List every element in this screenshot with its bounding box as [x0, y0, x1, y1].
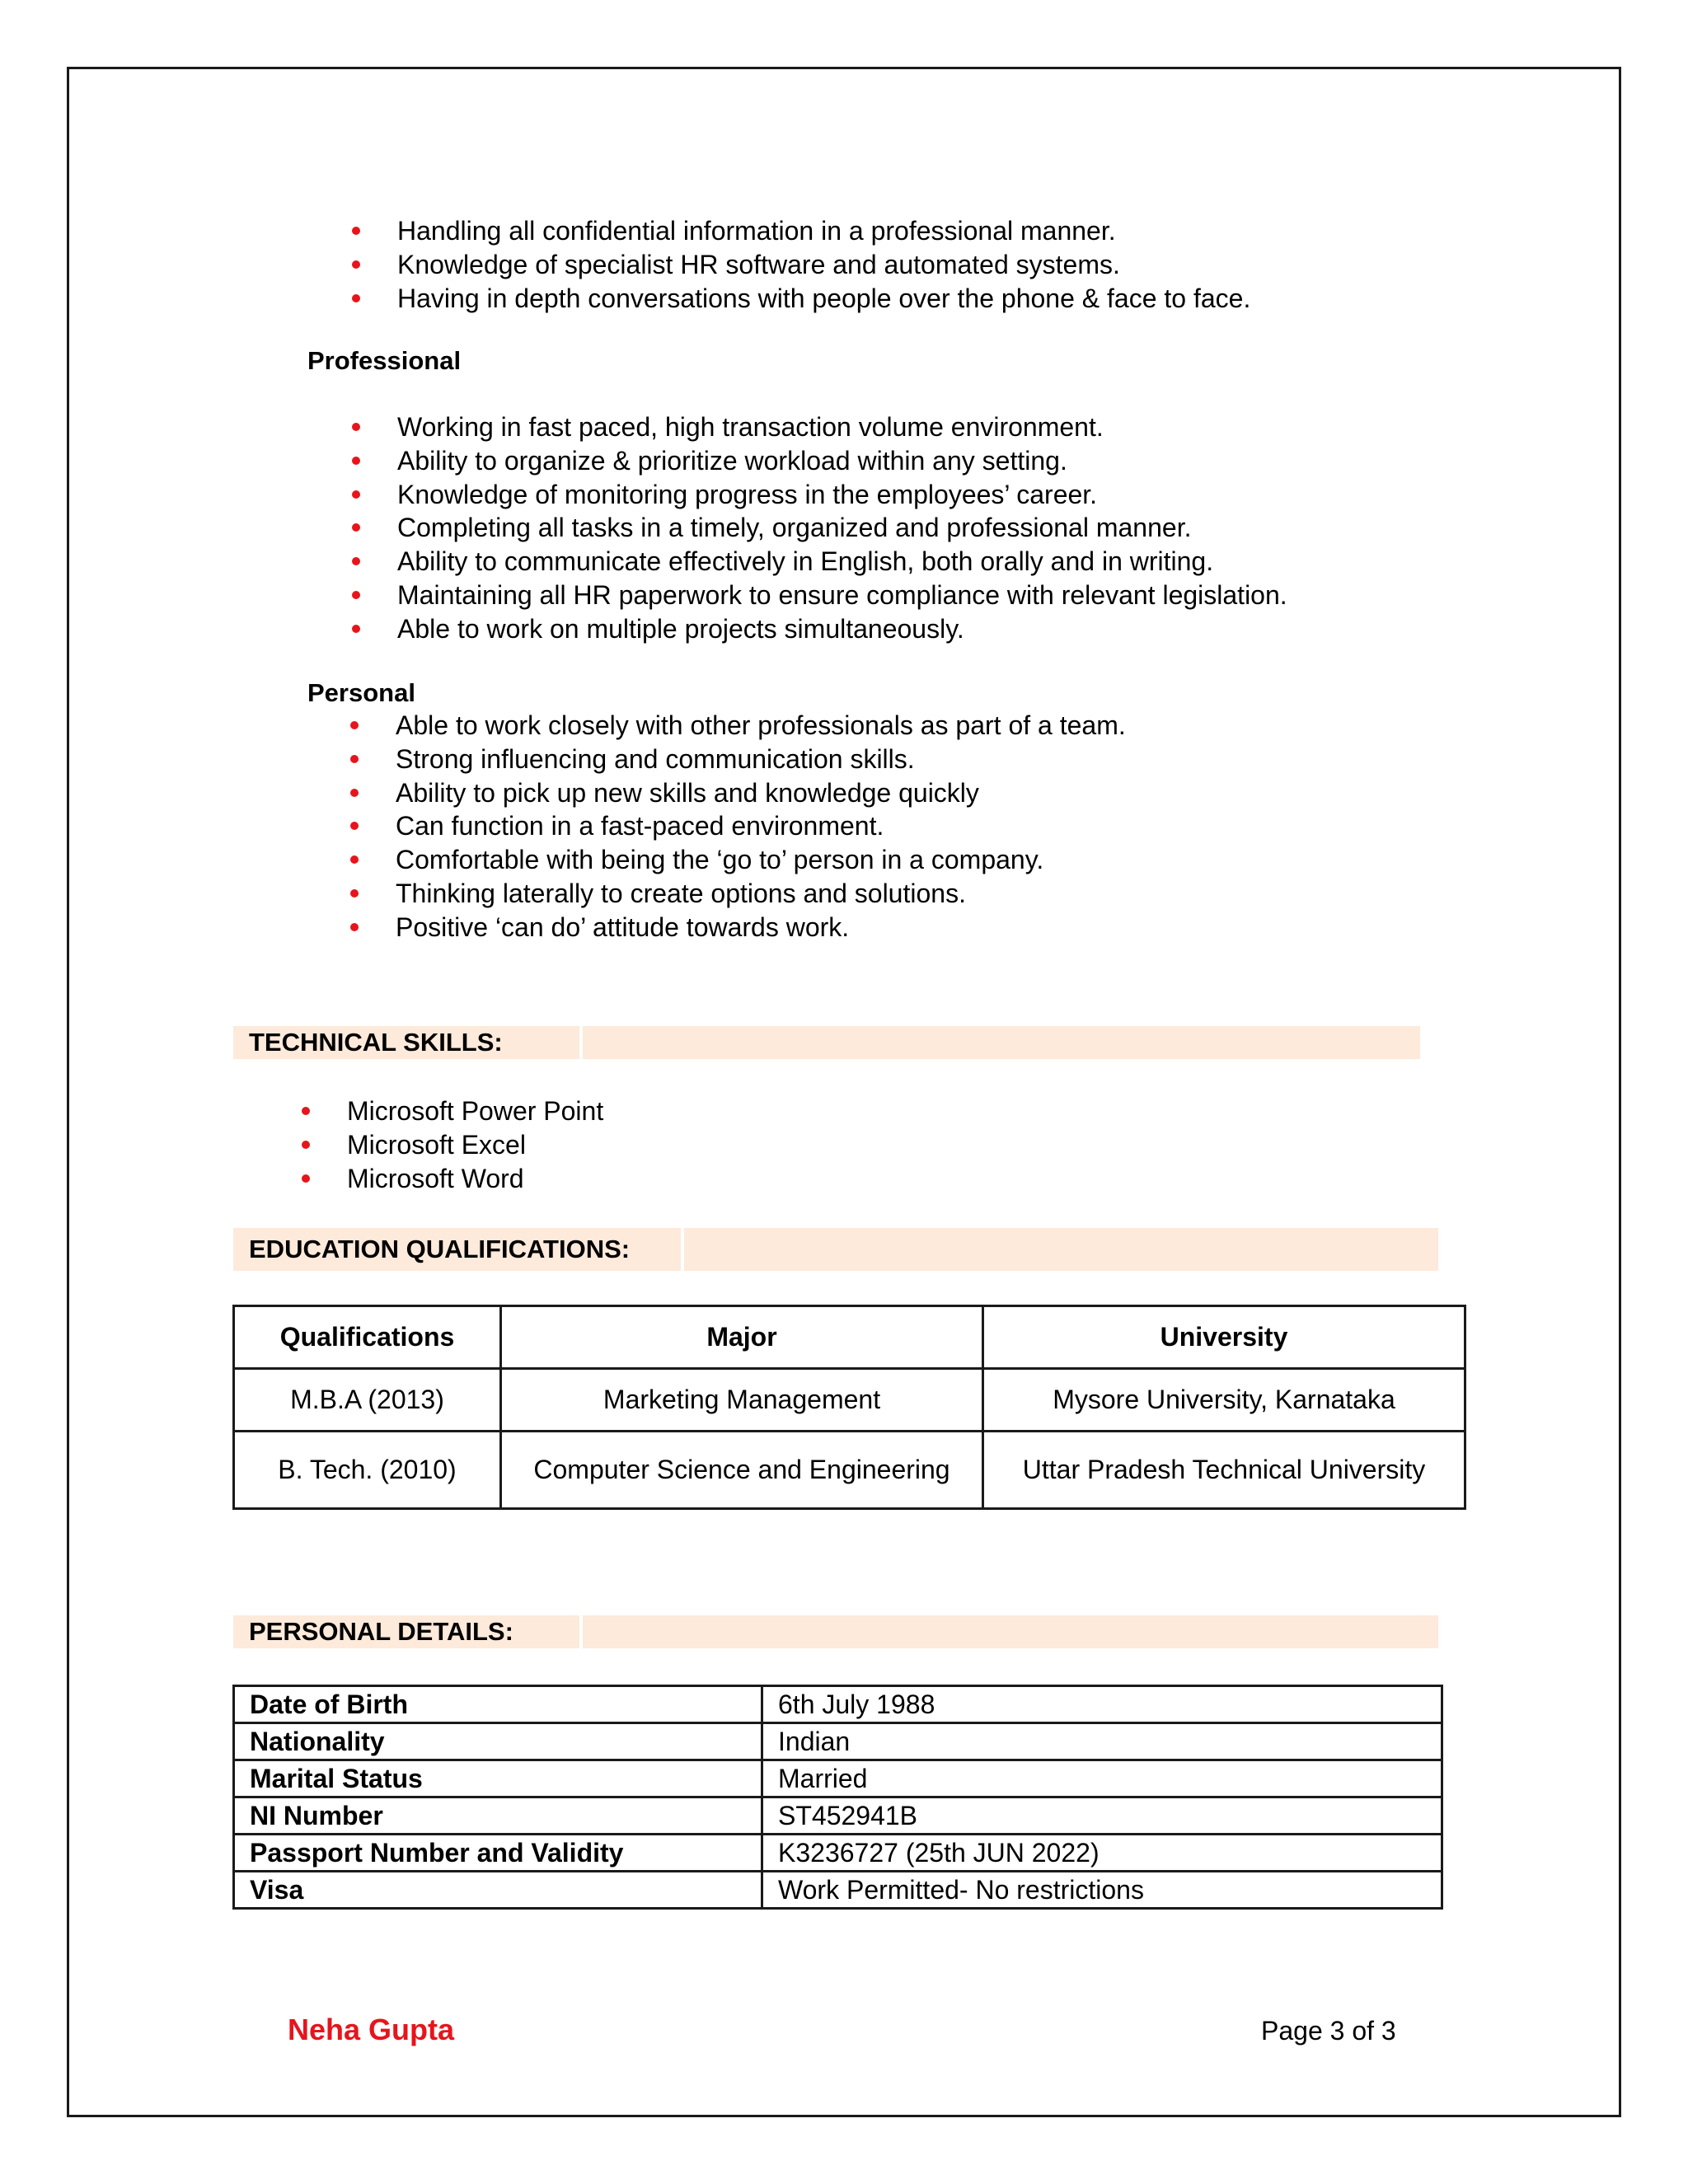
- education-table: [232, 1305, 1466, 1510]
- table-cell: Mysore University, Karnataka: [983, 1369, 1465, 1432]
- list-item: Ability to communicate effectively in English, both orally and in writing.: [397, 545, 1287, 579]
- detail-label: Nationality: [234, 1723, 762, 1760]
- detail-label: Passport Number and Validity: [234, 1835, 762, 1872]
- column-header: Major: [501, 1306, 983, 1369]
- personal-details-header: [233, 1615, 1438, 1648]
- list-item: Ability to organize & prioritize workload within any setting.: [397, 444, 1287, 478]
- list-item: Positive ‘can do’ attitude towards work.: [396, 911, 1126, 944]
- section-title: EDUCATION QUALIFICATIONS:: [249, 1235, 631, 1263]
- section-divider: [579, 1026, 583, 1059]
- section-divider: [579, 1615, 583, 1648]
- table-row: [234, 1686, 1442, 1723]
- section-divider: [681, 1228, 684, 1271]
- list-item: Microsoft Excel: [347, 1128, 603, 1162]
- table-cell: Uttar Pradesh Technical University: [983, 1432, 1465, 1509]
- list-item: Ability to pick up new skills and knowledge quickly: [396, 776, 1126, 810]
- list-item: Having in depth conversations with people over the phone & face to face.: [397, 282, 1250, 316]
- list-item: Able to work closely with other professionals as part of a team.: [396, 709, 1126, 743]
- education-header: [233, 1228, 1438, 1271]
- page-number: Page 3 of 3: [1261, 2016, 1396, 2046]
- table-row: [234, 1723, 1442, 1760]
- professional-list: [397, 410, 1287, 646]
- list-item: Knowledge of monitoring progress in the employees’ career.: [397, 478, 1287, 512]
- list-item: Working in fast paced, high transaction volume environment.: [397, 410, 1287, 444]
- list-item: Microsoft Word: [347, 1162, 603, 1196]
- technical-skills-header: [233, 1026, 1420, 1059]
- list-item: Can function in a fast-paced environment.: [396, 809, 1126, 843]
- list-item: Handling all confidential information in a professional manner.: [397, 214, 1250, 248]
- personal-list: [396, 709, 1126, 944]
- detail-label: Marital Status: [234, 1760, 762, 1797]
- list-item: Strong influencing and communication skills.: [396, 743, 1126, 776]
- personal-details-table: [232, 1685, 1443, 1910]
- list-item: Maintaining all HR paperwork to ensure compliance with relevant legislation.: [397, 579, 1287, 612]
- footer-author-name: Neha Gupta: [288, 2013, 455, 2046]
- column-header: University: [983, 1306, 1465, 1369]
- top-bullet-list: [397, 214, 1250, 315]
- professional-heading: Professional: [307, 346, 462, 375]
- list-item: Completing all tasks in a timely, organized and professional manner.: [397, 511, 1287, 545]
- column-header: Qualifications: [234, 1306, 501, 1369]
- detail-value: K3236727 (25th JUN 2022): [762, 1835, 1442, 1872]
- section-title: TECHNICAL SKILLS:: [249, 1028, 503, 1057]
- table-row: [234, 1835, 1442, 1872]
- list-item: Knowledge of specialist HR software and automated systems.: [397, 248, 1250, 282]
- table-row: [234, 1369, 1465, 1432]
- technical-skills-list: [347, 1094, 603, 1195]
- detail-value: Work Permitted- No restrictions: [762, 1872, 1442, 1909]
- table-cell: M.B.A (2013): [234, 1369, 501, 1432]
- table-row: [234, 1432, 1465, 1509]
- table-row: [234, 1872, 1442, 1909]
- detail-value: Indian: [762, 1723, 1442, 1760]
- detail-label: Visa: [234, 1872, 762, 1909]
- table-header-row: [234, 1306, 1465, 1369]
- table-row: [234, 1797, 1442, 1835]
- table-cell: Marketing Management: [501, 1369, 983, 1432]
- section-title: PERSONAL DETAILS:: [249, 1617, 513, 1646]
- table-cell: B. Tech. (2010): [234, 1432, 501, 1509]
- list-item: Comfortable with being the ‘go to’ person in a company.: [396, 843, 1126, 877]
- personal-heading: Personal: [307, 678, 415, 707]
- detail-label: NI Number: [234, 1797, 762, 1835]
- list-item: Able to work on multiple projects simultaneously.: [397, 612, 1287, 646]
- detail-label: Date of Birth: [234, 1686, 762, 1723]
- detail-value: 6th July 1988: [762, 1686, 1442, 1723]
- detail-value: ST452941B: [762, 1797, 1442, 1835]
- table-cell: Computer Science and Engineering: [501, 1432, 983, 1509]
- table-row: [234, 1760, 1442, 1797]
- list-item: Thinking laterally to create options and solutions.: [396, 877, 1126, 911]
- list-item: Microsoft Power Point: [347, 1094, 603, 1128]
- detail-value: Married: [762, 1760, 1442, 1797]
